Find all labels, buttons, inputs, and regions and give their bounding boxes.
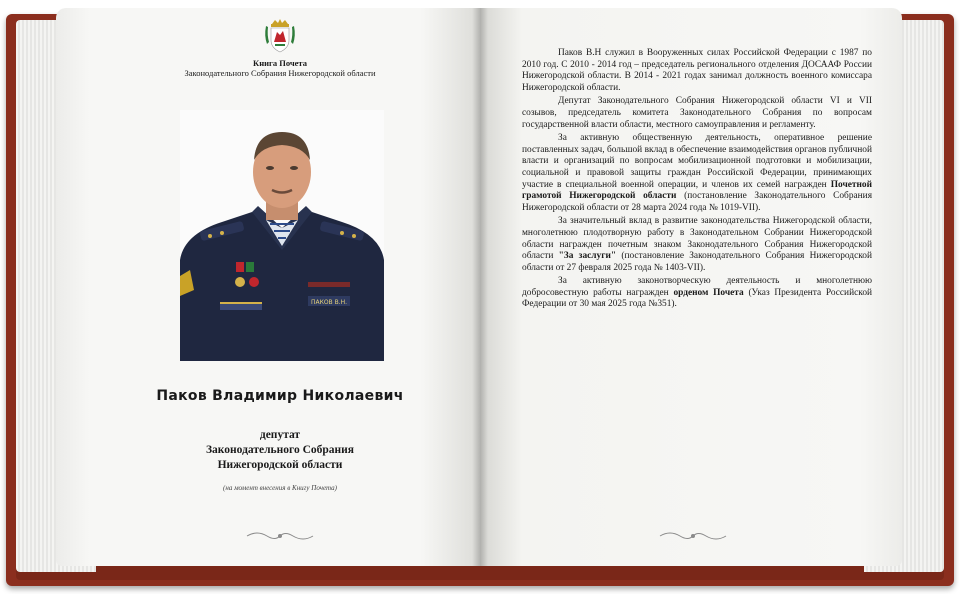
role-line2: Законодательного Собрания bbox=[205, 444, 354, 456]
person-name: Паков Владимир Николаевич bbox=[156, 388, 404, 404]
book-spine-shadow bbox=[472, 8, 488, 566]
nizhny-novgorod-coat-of-arms-icon bbox=[263, 18, 297, 54]
bio-paragraph-award-2: За значительный вклад в развитие законодательства Нижегородской области, многолетнюю плодотворную работу в Законодательном Собрании Нижегородской области награжден почетным знаком Законодательного Собрания Нижегородской области "За заслуги" (постановление Законодательного Собрания Нижегородской области от 27 февраля 2025 года № 1403-VII). bbox=[522, 216, 873, 273]
book-title-line2: Законодательного Собрания Нижегородской области bbox=[184, 68, 376, 78]
bio-paragraph-deputy: Депутат Законодательного Собрания Нижегородской области VI и VII созывов, председатель комитета Законодательного Собрания по вопросам государственной власти области, местного самоуправления и регламенту. bbox=[522, 96, 872, 130]
person-role bbox=[140, 428, 420, 473]
role-line3: Нижегородской области bbox=[217, 459, 343, 471]
book-title-line1: Книга Почета bbox=[253, 58, 307, 68]
uniform-name-tag: ПАКОВ В.Н. bbox=[310, 299, 348, 306]
portrait-photo bbox=[180, 110, 384, 361]
bio-paragraph-award-1: За активную общественную деятельность, оперативное решение поставленных задач, большой вклад в обеспечение взаимодействия органов публичной власти и организаций по вопросам мобилизационной подготовки и мобилизации, социальной и правовой защиты граждан Российской Федерации, принимающих участие в специальной военной операции, и членов их семей награжден Почетной грамотой Нижегородской области (постановление Законодательного Собрания Нижегородской области от 28 марта 2024 года № 1019-VII). bbox=[522, 133, 873, 213]
ornament-left-icon bbox=[245, 530, 315, 542]
bio-paragraph-award-3: За активную законотворческую деятельность и многолетнюю добросовестную работы награжден орденом Почета (Указ Президента Российской Федерации от 30 мая 2025 года №351). bbox=[522, 276, 873, 310]
role-line1: депутат bbox=[259, 429, 301, 441]
biography-text bbox=[522, 48, 872, 313]
bio-paragraph-service: Паков В.Н служил в Вооруженных силах Российской Федерации с 1987 по 2010 год. С 2010 - 2014 год – председатель регионального отделения ДОСААФ России Нижегородской области. В 2014 - 2021 годах занимал должность военного комиссара Нижегородской области. bbox=[522, 48, 872, 93]
ornament-right-icon bbox=[658, 530, 728, 542]
entry-note: (на момент внесения в Книгу Почета) bbox=[223, 484, 337, 492]
book-of-honor-title bbox=[150, 58, 410, 78]
